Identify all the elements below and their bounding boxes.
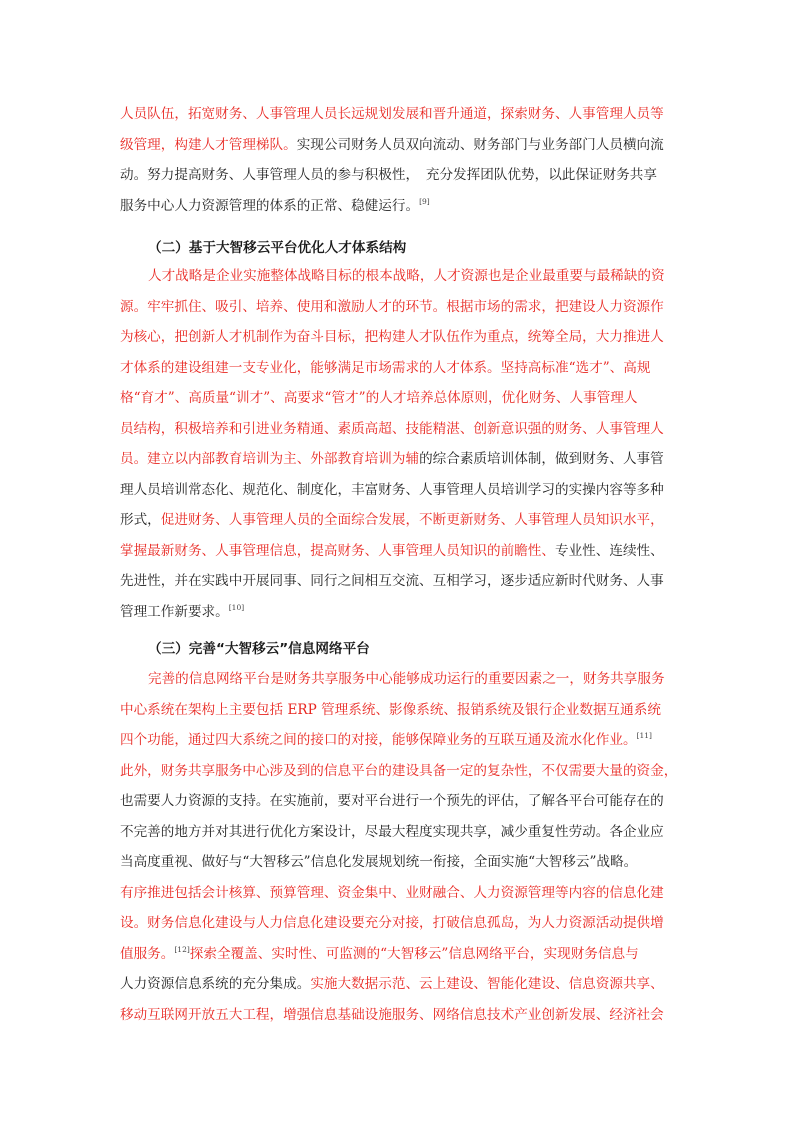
text-line: 人力资源信息系统的充分集成。实施大数据示范、云上建设、智能化建设、信息资源共享、 — [120, 976, 664, 992]
text-line: 当高度重视、做好与“大智移云”信息化发展规划统一衔接，全面实施“大智移云”战略。 — [120, 854, 638, 870]
text-line: 为核心，把创新人才机制作为奋斗目标，把构建人才队伍作为重点，统筹全局，大力推进人 — [120, 329, 664, 345]
text-line: 也需要人力资源的支持。在实施前，要对平台进行一个预先的评估，了解各平台可能存在的 — [120, 793, 664, 809]
paragraph-talent-system — [120, 261, 675, 627]
text-line: 员。建立以内部教育培训为主、外部教育培训为辅的综合素质培训体制，做到财务、人事管 — [120, 451, 664, 467]
citation-ref: [9] — [419, 196, 430, 206]
paragraph-team-building — [120, 99, 675, 221]
section-heading-2: （二）基于大智移云平台优化人才体系结构 — [148, 240, 407, 256]
text-line: 设。财务信息化建设与人力信息化建设要充分对接，打破信息孤岛，为人力资源活动提供增 — [120, 915, 664, 931]
text-line: 格“育才”、高质量“训才”、高要求“管才”的人才培养总体原则，优化财务、人事管理人 — [120, 390, 638, 406]
text-line: 员结构，积极培养和引进业务精通、素质高超、技能精湛、创新意识强的财务、人事管理人 — [120, 420, 664, 437]
text-line: 中心系统在架构上主要包括 ERP 管理系统、影像系统、报销系统及银行企业数据互通系统 — [120, 701, 661, 718]
text-line: 源。牢牢抓住、吸引、培养、使用和激励人才的环节。根据市场的需求，把建设人力资源作 — [120, 298, 664, 315]
text-line: 掌握最新财务、人事管理信息，提高财务、人事管理人员知识的前瞻性、专业性、连续性、 — [120, 542, 664, 559]
text-line: 值服务。[12]探索全覆盖、实时性、可监测的“大智移云”信息网络平台，实现财务信息与 — [120, 944, 639, 962]
text-line: 先进性，并在实践中开展同事、同行之间相互交流、互相学习，逐步适应新时代财务、人事 — [120, 573, 664, 589]
citation-ref: [12] — [174, 944, 190, 954]
text-line: 级管理，构建人才管理梯队。实现公司财务人员双向流动、财务部门与业务部门人员横向流 — [120, 136, 664, 153]
text-line: 移动互联网开放五大工程，增强信息基础设施服务、网络信息技术产业创新发展、经济社会 — [120, 1006, 664, 1023]
text-line: 有序推进包括会计核算、预算管理、资金集中、业财融合、人力资源管理等内容的信息化建 — [120, 884, 664, 901]
citation-ref: [10] — [228, 602, 245, 612]
text-line: 理人员培训常态化、规范化、制度化，丰富财务、人事管理人员培训学习的实操内容等多种 — [120, 481, 664, 498]
paragraph-info-platform — [120, 664, 678, 1030]
text-line: 完善的信息网络平台是财务共享服务中心能够成功运行的重要因素之一，财务共享服务 — [148, 671, 665, 687]
text-line: 动。努力提高财务、人事管理人员的参与积极性， 充分发挥团队优势，以此保证财务共享 — [120, 167, 657, 183]
section-heading-3: （三）完善“大智移云”信息网络平台 — [148, 641, 370, 657]
text-line: 人员队伍，拓宽财务、人事管理人员长远规划发展和晋升通道，探索财务、人事管理人员等 — [120, 106, 664, 122]
text-line: 不完善的地方并对其进行优化方案设计，尽最大程度实现共享，减少重复性劳动。各企业应 — [120, 823, 664, 840]
text-line: 四个功能，通过四大系统之间的接口的对接，能够保障业务的互联互通及流水化作业。[11] — [120, 731, 652, 748]
text-line: 形式，促进财务、人事管理人员的全面综合发展，不断更新财务、人事管理人员知识水平， — [120, 512, 664, 528]
text-line: 管理工作新要求。[10] — [120, 602, 245, 620]
citation-ref: [11] — [636, 731, 652, 740]
text-line: 才体系的建设组建一支专业化，能够满足市场需求的人才体系。坚持高标准“选才”、高规 — [120, 359, 651, 376]
text-line: 此外，财务共享服务中心涉及到的信息平台的建设具备一定的复杂性，不仅需要大量的资金， — [120, 762, 678, 779]
text-line: 人才战略是企业实施整体战略目标的根本战略，人才资源也是企业最重要与最稀缺的资 — [148, 268, 665, 284]
text-line: 服务中心人力资源管理的体系的正常、稳健运行。[9] — [120, 196, 430, 214]
